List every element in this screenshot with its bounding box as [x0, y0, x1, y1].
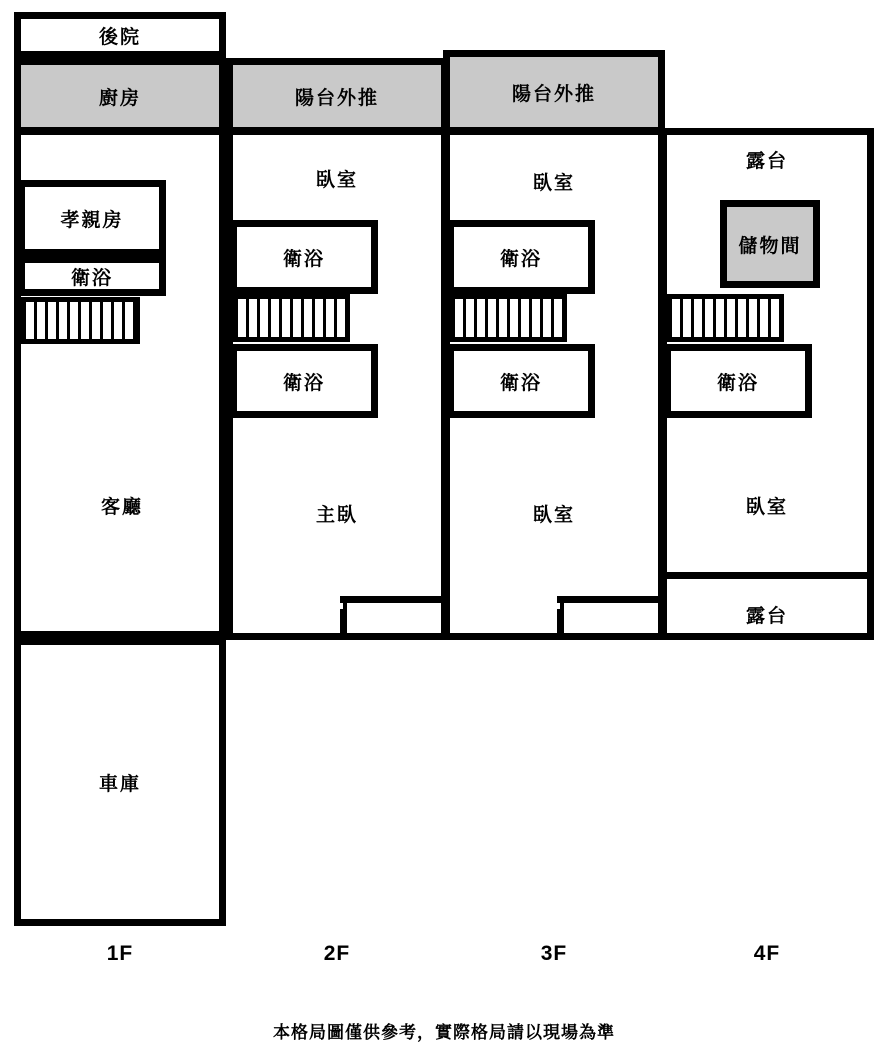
room-label: 臥室 — [532, 172, 575, 194]
stairs-3f — [447, 294, 567, 342]
room-1f-garage — [14, 638, 226, 926]
room-label: 臥室 — [745, 496, 788, 518]
room-1f-bathroom — [18, 256, 166, 296]
stairs-4f — [664, 294, 784, 342]
room-label: 衛浴 — [282, 372, 325, 394]
floor-label-3f: 3F — [540, 942, 568, 965]
room-4f-bathroom — [664, 344, 812, 418]
room-4f-storage — [720, 200, 820, 288]
room-4f-terrace-top-label — [664, 138, 870, 180]
room-label: 衛浴 — [716, 372, 759, 394]
room-label: 廚房 — [98, 87, 141, 109]
wall-2f-notch-cover — [233, 603, 343, 609]
room-4f-bedroom-label — [664, 482, 870, 528]
floor-label-2f: 2F — [323, 942, 351, 965]
room-2f-bathroom-upper — [230, 220, 378, 294]
room-label: 衛浴 — [70, 267, 113, 289]
floor-label-4f: 4F — [753, 942, 781, 965]
room-1f-living-room-label — [18, 480, 226, 530]
room-label: 衛浴 — [282, 248, 325, 270]
floor-label-1f: 1F — [106, 942, 134, 965]
room-label: 露台 — [745, 605, 788, 627]
diagram-footnote: 本格局圖僅供參考，實際格局請以現場為準 — [273, 1023, 615, 1042]
room-3f-bathroom-lower — [447, 344, 595, 418]
wall-2f-notch — [340, 596, 450, 603]
room-label: 後院 — [98, 26, 141, 48]
stairs-1f — [18, 297, 140, 344]
wall-3f-notch-cover — [450, 603, 560, 609]
room-label: 陽台外推 — [511, 83, 596, 105]
room-3f-balcony-extension — [443, 50, 665, 134]
room-label: 主臥 — [315, 504, 358, 526]
room-2f-master-bedroom-label — [230, 490, 444, 536]
room-3f-bathroom-upper — [447, 220, 595, 294]
room-label: 臥室 — [532, 504, 575, 526]
room-label: 客廳 — [100, 496, 143, 518]
room-label: 衛浴 — [499, 248, 542, 270]
room-3f-bedroom-lower-label — [447, 490, 661, 536]
room-label: 儲物間 — [738, 235, 802, 257]
room-label: 孝親房 — [60, 209, 124, 231]
room-1f-elder-room — [18, 180, 166, 256]
room-label: 衛浴 — [499, 372, 542, 394]
room-2f-balcony-extension — [226, 58, 448, 134]
room-2f-bedroom-label — [230, 155, 444, 201]
room-2f-bathroom-lower — [230, 344, 378, 418]
wall-4f-terrace-divider — [660, 572, 874, 579]
wall-3f-notch — [557, 596, 667, 603]
room-1f-backyard — [14, 12, 226, 58]
stairs-2f — [230, 294, 350, 342]
room-4f-terrace-bottom-label — [664, 592, 870, 636]
room-label: 車庫 — [98, 773, 141, 795]
room-3f-bedroom-label — [447, 158, 661, 204]
room-1f-kitchen — [14, 58, 226, 134]
room-label: 臥室 — [315, 169, 358, 191]
room-label: 露台 — [745, 150, 788, 172]
room-label: 陽台外推 — [294, 87, 379, 109]
